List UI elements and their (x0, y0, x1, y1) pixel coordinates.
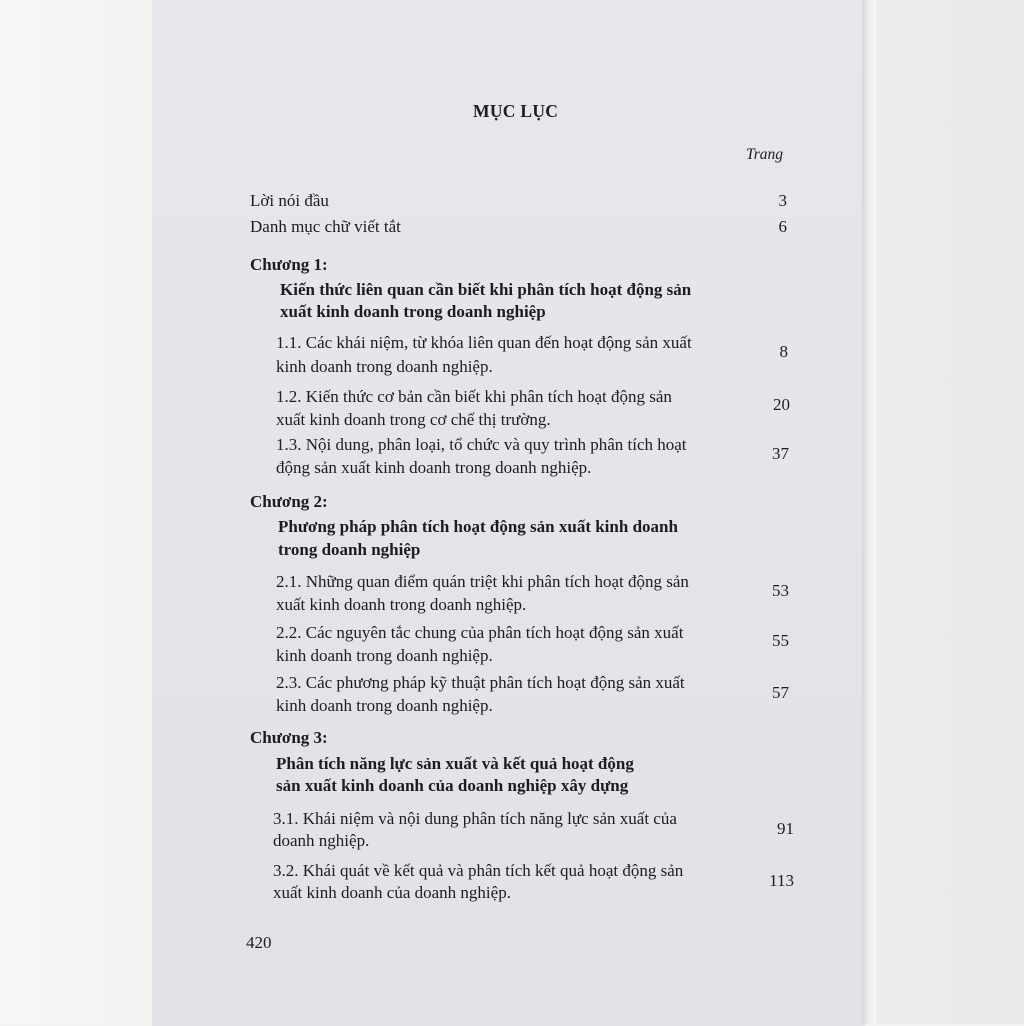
section-2-1-line-2: xuất kinh doanh trong doanh nghiệp. (276, 595, 527, 614)
toc-entry-abbreviations[interactable]: Danh mục chữ viết tắt (250, 217, 401, 236)
section-2-1-page: 53 (772, 581, 789, 600)
toc-title: MỤC LỤC (473, 101, 559, 121)
toc-entry-foreword-page: 3 (778, 191, 787, 210)
section-2-3-page: 57 (772, 683, 789, 702)
section-1-2-page: 20 (773, 395, 790, 414)
chapter-1-title-line-1: Kiến thức liên quan cần biết khi phân tích hoạt động sản (280, 280, 692, 299)
section-3-1-page: 91 (777, 819, 794, 838)
section-1-3-page: 37 (772, 444, 789, 463)
chapter-2-title-line-2: trong doanh nghiệp (278, 540, 421, 559)
section-3-1-line-1[interactable]: 3.1. Khái niệm và nội dung phân tích năng lực sản xuất của (273, 809, 677, 828)
chapter-3-title-line-2: sản xuất kinh doanh của doanh nghiệp xây dựng (276, 776, 629, 795)
section-3-2-line-1[interactable]: 3.2. Khái quát về kết quả và phân tích kết quả hoạt động sản (273, 861, 684, 880)
page-column-label: Trang (746, 146, 784, 163)
chapter-3-heading[interactable]: Chương 3: (250, 728, 328, 747)
section-2-3-line-1[interactable]: 2.3. Các phương pháp kỹ thuật phân tích hoạt động sản xuất (276, 673, 685, 692)
page-number: 420 (246, 933, 272, 952)
section-2-3-line-2: kinh doanh trong doanh nghiệp. (276, 696, 493, 715)
section-1-3-line-2: động sản xuất kinh doanh trong doanh nghiệp. (276, 458, 592, 477)
section-3-1-line-2: doanh nghiệp. (273, 831, 370, 850)
section-1-1-line-2: kinh doanh trong doanh nghiệp. (276, 357, 493, 376)
chapter-1-title-line-2: xuất kinh doanh trong doanh nghiệp (280, 302, 546, 321)
toc-entry-abbreviations-page: 6 (778, 217, 787, 236)
toc-entry-foreword[interactable]: Lời nói đầu (250, 191, 329, 210)
section-1-1-page: 8 (779, 342, 788, 361)
section-1-2-line-2: xuất kinh doanh trong cơ chế thị trường. (276, 410, 551, 429)
section-3-2-line-2: xuất kinh doanh của doanh nghiệp. (273, 883, 511, 902)
section-1-2-line-1[interactable]: 1.2. Kiến thức cơ bản cần biết khi phân tích hoạt động sản (276, 387, 672, 406)
section-3-2-page: 113 (769, 871, 794, 890)
section-2-1-line-1[interactable]: 2.1. Những quan điểm quán triệt khi phân tích hoạt động sản (276, 572, 689, 591)
section-2-2-page: 55 (772, 631, 789, 650)
section-1-1-line-1[interactable]: 1.1. Các khái niệm, từ khóa liên quan đến hoạt động sản xuất (276, 333, 692, 352)
chapter-2-title-line-1: Phương pháp phân tích hoạt động sản xuất kinh doanh (278, 517, 678, 536)
section-2-2-line-1[interactable]: 2.2. Các nguyên tắc chung của phân tích hoạt động sản xuất (276, 623, 684, 642)
section-2-2-line-2: kinh doanh trong doanh nghiệp. (276, 646, 493, 665)
chapter-3-title-line-1: Phân tích năng lực sản xuất và kết quả hoạt động (276, 754, 634, 773)
chapter-2-heading[interactable]: Chương 2: (250, 492, 328, 511)
chapter-1-heading[interactable]: Chương 1: (250, 255, 328, 274)
section-1-3-line-1[interactable]: 1.3. Nội dung, phân loại, tổ chức và quy trình phân tích hoạt (276, 435, 687, 454)
